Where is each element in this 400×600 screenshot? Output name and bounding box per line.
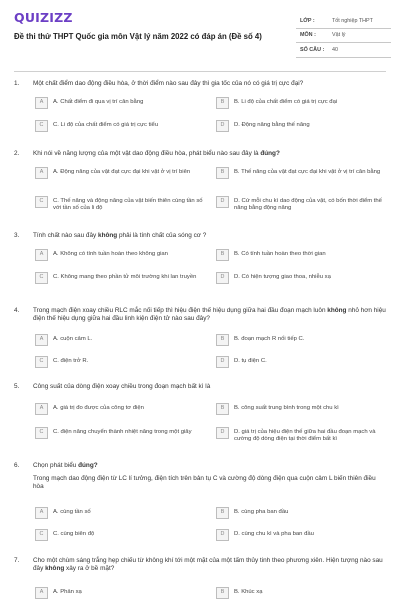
- meta-label: MÔN :: [300, 32, 316, 39]
- option-d[interactable]: [216, 427, 386, 443]
- option-b[interactable]: [216, 507, 386, 519]
- option-letter-box: D: [216, 196, 229, 208]
- option-letter-box: A: [35, 403, 48, 415]
- option-letter-box: A: [35, 334, 48, 346]
- option-text: B. Có tính tuần hoàn theo thời gian: [234, 251, 326, 257]
- option-a[interactable]: [35, 587, 205, 599]
- option-d[interactable]: [216, 120, 386, 132]
- meta-row-class: [296, 14, 391, 29]
- option-letter-box: C: [35, 272, 48, 284]
- question-4: [14, 307, 386, 371]
- meta-row-count: [296, 43, 391, 58]
- option-text: A. cuộn cảm L.: [53, 336, 93, 342]
- question-number: 2.: [14, 150, 20, 157]
- question-2: [14, 150, 386, 222]
- option-letter-box: B: [216, 249, 229, 261]
- option-text: A. Không có tính tuần hoàn theo không gian: [53, 251, 168, 257]
- option-b[interactable]: [216, 587, 386, 599]
- question-3: [14, 232, 386, 296]
- option-letter-box: C: [35, 356, 48, 368]
- option-d[interactable]: [216, 272, 386, 284]
- question-number: 1.: [14, 80, 20, 87]
- option-c[interactable]: [35, 196, 205, 212]
- option-text: B. cùng pha ban đầu: [234, 509, 289, 515]
- meta-value: Tốt nghiệp THPT: [332, 17, 373, 24]
- option-b[interactable]: [216, 403, 386, 415]
- option-b[interactable]: [216, 249, 386, 261]
- option-letter-box: B: [216, 97, 229, 109]
- option-text: D. Cứ mỗi chu kì dao động của vật, có bốn thời điểm thế năng bằng động năng: [234, 198, 382, 212]
- option-d[interactable]: [216, 196, 386, 212]
- question-text: Trong mạch điện xoay chiều RLC mắc nối tiếp thì hiệu điện thế hiệu dụng giữa hai đầu đoạn mạch luôn không nhỏ hơn hiệu điện thế hiệu dụng giữa hai đầu linh kiện điện tử nào sau đây?: [33, 307, 386, 323]
- option-c[interactable]: [35, 272, 205, 284]
- meta-label: LỚP :: [300, 17, 315, 24]
- option-a[interactable]: [35, 507, 205, 519]
- option-text: D. tụ điện C.: [234, 358, 267, 364]
- option-text: B. Li độ của chất điểm có giá trị cực đại: [234, 99, 338, 105]
- option-text: A. Phản xạ: [53, 589, 82, 595]
- option-text: B. công suất trung bình trong một chu kì: [234, 405, 339, 411]
- option-letter-box: C: [35, 120, 48, 132]
- option-letter-box: B: [216, 403, 229, 415]
- question-1: [14, 80, 386, 138]
- option-text: A. cùng tần số: [53, 509, 91, 515]
- option-a[interactable]: [35, 97, 200, 109]
- question-text: Tính chất nào sau đây không phải là tính chất của sóng cơ ?: [33, 232, 207, 239]
- header-divider: [14, 71, 386, 72]
- meta-table: [296, 14, 391, 58]
- document-title: Đề thi thử THPT Quốc gia môn Vật lý năm 2022 có đáp án (Đề số 4): [14, 32, 262, 41]
- option-d[interactable]: [216, 356, 386, 368]
- meta-row-subject: [296, 29, 391, 44]
- option-letter-box: C: [35, 427, 48, 439]
- option-a[interactable]: [35, 167, 205, 179]
- meta-value: 40: [332, 46, 338, 53]
- option-d[interactable]: [216, 529, 386, 541]
- question-6: [14, 462, 386, 547]
- option-b[interactable]: [216, 97, 386, 109]
- option-text: C. Không mang theo phần tử môi trường khi lan truyền: [53, 274, 197, 280]
- question-text: Chọn phát biểu đúng?: [33, 462, 98, 469]
- option-b[interactable]: [216, 167, 386, 179]
- option-letter-box: B: [216, 507, 229, 519]
- option-text: C. Li độ của chất điểm có giá trị cực tiểu: [53, 122, 159, 128]
- option-a[interactable]: [35, 403, 205, 415]
- option-letter-box: A: [35, 507, 48, 519]
- question-number: 6.: [14, 462, 20, 469]
- question-text: Công suất của dòng điện xoay chiều trong đoạn mạch bất kì là: [33, 383, 211, 390]
- option-c[interactable]: [35, 356, 205, 368]
- option-c[interactable]: [35, 120, 200, 132]
- option-a[interactable]: [35, 249, 205, 261]
- option-letter-box: B: [216, 167, 229, 179]
- question-text: Cho một chùm sáng trắng hẹp chiếu từ không khí tới một mặt của một tấm thủy tinh theo phương xiên. Hiện tượng nào sau đây không xảy ra ở bề mặt?: [33, 557, 383, 573]
- question-text: Khi nói về năng lượng của một vật dao động điều hòa, phát biểu nào sau đây là đúng?: [33, 150, 280, 157]
- option-letter-box: D: [216, 356, 229, 368]
- option-text: D. Có hiện tượng giao thoa, nhiễu xạ: [234, 274, 331, 280]
- option-letter-box: D: [216, 529, 229, 541]
- question-subtext: Trong mạch dao động điện từ LC lí tưởng, điện tích trên bản tụ C và cường độ dòng điện qua cuộn cảm L biến thiên điều hòa: [33, 475, 376, 491]
- option-text: B. Thế năng của vật đạt cực đại khi vật ở vị trí cân bằng: [234, 169, 381, 175]
- option-text: D. giá trị của hiệu điện thế giữa hai đầu đoạn mạch và cường độ dòng điện tại thời điểm bất kì: [234, 429, 376, 443]
- question-number: 4.: [14, 307, 20, 314]
- quizizz-logo: QUIZIZZ: [14, 10, 73, 25]
- option-letter-box: D: [216, 120, 229, 132]
- option-text: A. Chất điểm đi qua vị trí cân bằng: [53, 99, 144, 105]
- option-letter-box: A: [35, 249, 48, 261]
- option-text: C. điện năng chuyển thành nhiệt năng trong một giây: [53, 429, 192, 435]
- option-letter-box: B: [216, 587, 229, 599]
- option-text: C. cùng biên độ: [53, 531, 95, 537]
- question-5: [14, 383, 386, 451]
- question-number: 5.: [14, 383, 20, 390]
- question-text: Một chất điểm dao động điều hòa, ở thời điểm nào sau đây thì gia tốc của nó có giá trị cực đại?: [33, 80, 304, 87]
- option-c[interactable]: [35, 427, 205, 439]
- meta-value: Vật lý: [332, 32, 346, 39]
- meta-label: SỐ CÂU :: [300, 46, 325, 53]
- option-letter-box: A: [35, 167, 48, 179]
- question-7: [14, 557, 386, 600]
- question-number: 7.: [14, 557, 20, 564]
- document-header: [0, 0, 400, 68]
- option-b[interactable]: [216, 334, 386, 346]
- question-number: 3.: [14, 232, 20, 239]
- option-letter-box: C: [35, 196, 48, 208]
- option-text: A. Động năng của vật đạt cực đại khi vật ở vị trí biên: [53, 169, 191, 175]
- option-letter-box: D: [216, 272, 229, 284]
- option-letter-box: C: [35, 529, 48, 541]
- option-letter-box: D: [216, 427, 229, 439]
- option-a[interactable]: [35, 334, 205, 346]
- option-text: D. Động năng bằng thế năng: [234, 122, 310, 128]
- option-letter-box: A: [35, 97, 48, 109]
- option-text: B. Khúc xạ: [234, 589, 263, 595]
- option-letter-box: A: [35, 587, 48, 599]
- option-text: B. đoạn mạch R nối tiếp C.: [234, 336, 305, 342]
- option-text: C. điện trở R.: [53, 358, 89, 364]
- option-c[interactable]: [35, 529, 205, 541]
- option-letter-box: B: [216, 334, 229, 346]
- option-text: C. Thế năng và động năng của vật biến thiên cùng tần số với tần số của li độ: [53, 198, 203, 212]
- option-text: A. giá trị đo được của công tơ điện: [53, 405, 144, 411]
- option-text: D. cùng chu kì và pha ban đầu: [234, 531, 314, 537]
